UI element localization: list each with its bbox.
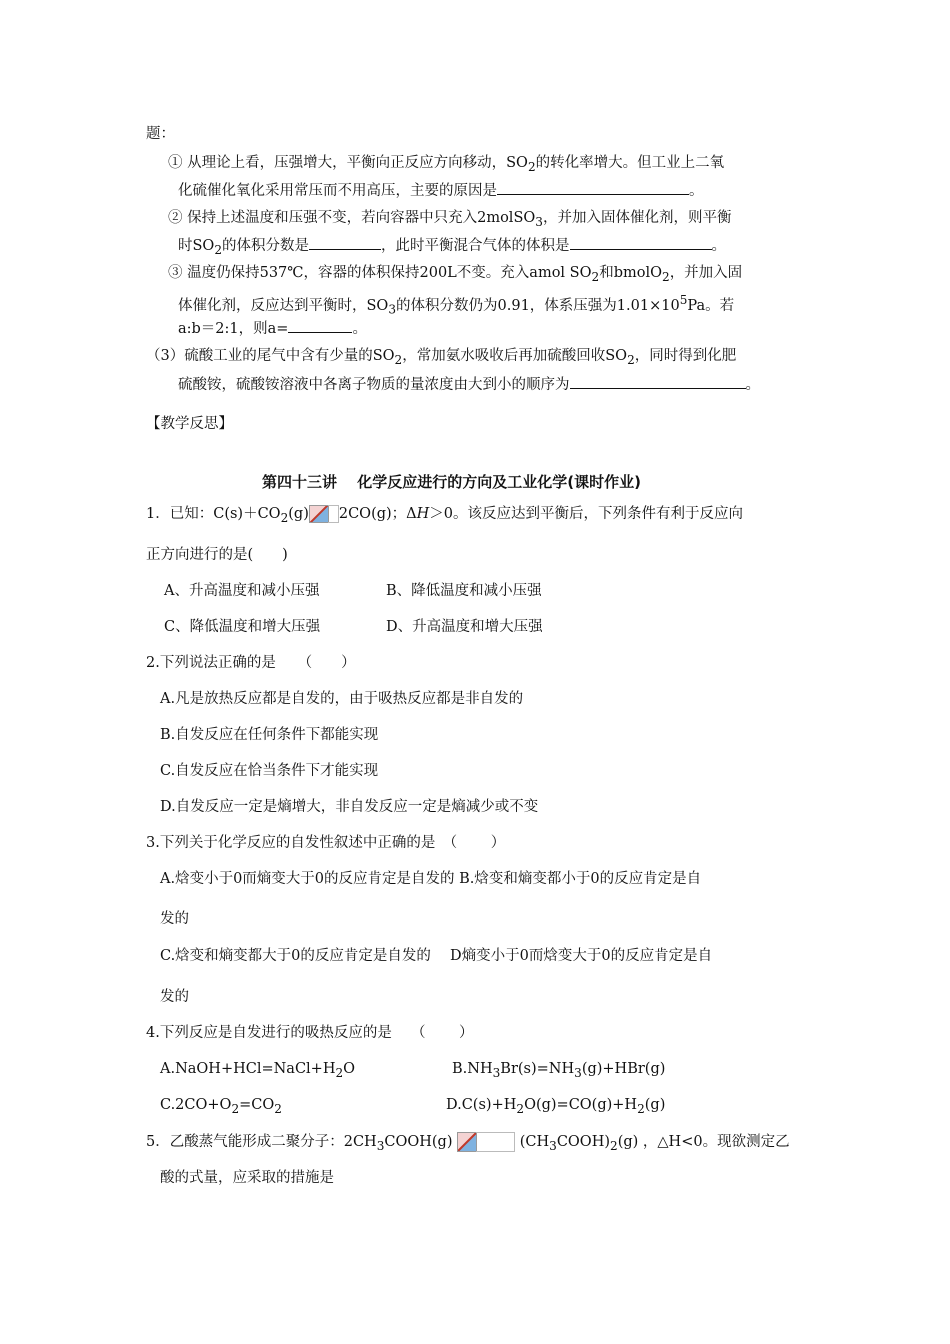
option-a: A.凡是放热反应都是自发的，由于吸热反应都是非自发的 (160, 691, 524, 707)
question-4: 4.下列反应是自发进行的吸热反应的是 （ ） (146, 1025, 474, 1041)
question-1: 1．已知：$C(s)+CO_2(g)$ 2CO(g)；ΔH＞0。该反应达到平衡后，下列条件有利于反应向 (146, 506, 744, 525)
option-b: B.自发反应在任何条件下都能实现 (160, 727, 379, 743)
answer-blank[interactable] (497, 180, 689, 195)
answer-blank[interactable] (570, 374, 746, 389)
option-a: A、升高温度和减小压强 (164, 583, 320, 599)
option-a: $A.NaOH+HCl=NaCl+H_2O$ (160, 1061, 356, 1080)
text-line: a:b＝2:1，则a= 。 (178, 318, 367, 339)
text-line: 题： (146, 126, 175, 142)
answer-blank[interactable] (309, 235, 381, 250)
answer-blank[interactable] (570, 235, 712, 250)
question-item-2: ② 保持上述温度和压强不变，若向容器中只充入2molSO$_3$，并加入固体催化剂，则平衡 (168, 210, 732, 229)
text-line: 发的 (160, 989, 189, 1005)
option-ab: A.焓变小于0而熵变大于0的反应肯定是自发的 B.焓变和熵变都小于0的反应肯定是自 (160, 871, 702, 887)
equilibrium-arrow-icon (309, 505, 339, 523)
option-cd: C.焓变和熵变都大于0的反应肯定是自发的 D熵变小于0而焓变大于0的反应肯定是自 (160, 948, 713, 964)
answer-blank[interactable] (288, 318, 352, 333)
question-item-3: ③ 温度仍保持537℃，容器的体积保持200L不变。充入amol $SO_2$和bmolO$_2$，并加入固 (168, 265, 743, 284)
question-5: 5．乙酸蒸气能形成二聚分子：$2CH_3COOH(g)$ $(CH_3COOH)_2(g)$ ，△H<0。现欲测定乙 (146, 1134, 790, 1153)
equilibrium-arrow-icon (457, 1132, 515, 1152)
option-c: C、降低温度和增大压强 (164, 619, 321, 635)
text-line: 硫酸铵，硫酸铵溶液中各离子物质的量浓度由大到小的顺序为 。 (178, 374, 760, 395)
text-line: 时$SO_2$的体积分数是 ，此时平衡混合气体的体积是 。 (178, 235, 726, 260)
question-2: 2.下列说法正确的是 （ ） (146, 655, 356, 671)
reflection-heading: 【教学反思】 (146, 416, 233, 432)
option-d: D.自发反应一定是熵增大，非自发反应一定是熵减少或不变 (160, 799, 539, 815)
option-c: C.自发反应在恰当条件下才能实现 (160, 763, 379, 779)
option-b: B、降低温度和减小压强 (386, 583, 542, 599)
section-title: 第四十三讲 化学反应进行的方向及工业化学(课时作业) (262, 473, 641, 491)
option-d: $D.C(s)+H_2O(g)=CO(g)+H_2(g)$ (446, 1097, 666, 1116)
question-item-1: ① 从理论上看，压强增大，平衡向正反应方向移动，$SO_2$的转化率增大。但工业上二氧 (168, 155, 725, 174)
question-3: 3.下列关于化学反应的自发性叙述中正确的是 （ ） (146, 835, 506, 851)
text-line: 体催化剂，反应达到平衡时，$SO_3$的体积分数仍为0.91，体系压强为$1.01\times 10^5Pa$。若 (178, 293, 735, 317)
text-line: 酸的式量，应采取的措施是 (160, 1170, 334, 1186)
option-b: $B.NH_3Br(s)=NH_3(g)+HBr(g)$ (452, 1061, 666, 1080)
question-part-3: （3）硫酸工业的尾气中含有少量的$SO_2$，常加氨水吸收后再加硫酸回收$SO_2$，同时得到化肥 (146, 348, 737, 367)
text-line: 化硫催化氧化采用常压而不用高压，主要的原因是 。 (178, 180, 704, 201)
text-line: 发的 (160, 911, 189, 927)
option-c: $C.2CO+O_2=CO_2$ (160, 1097, 282, 1116)
option-d: D、升高温度和增大压强 (386, 619, 543, 635)
text-line: 正方向进行的是( ) (146, 547, 288, 563)
